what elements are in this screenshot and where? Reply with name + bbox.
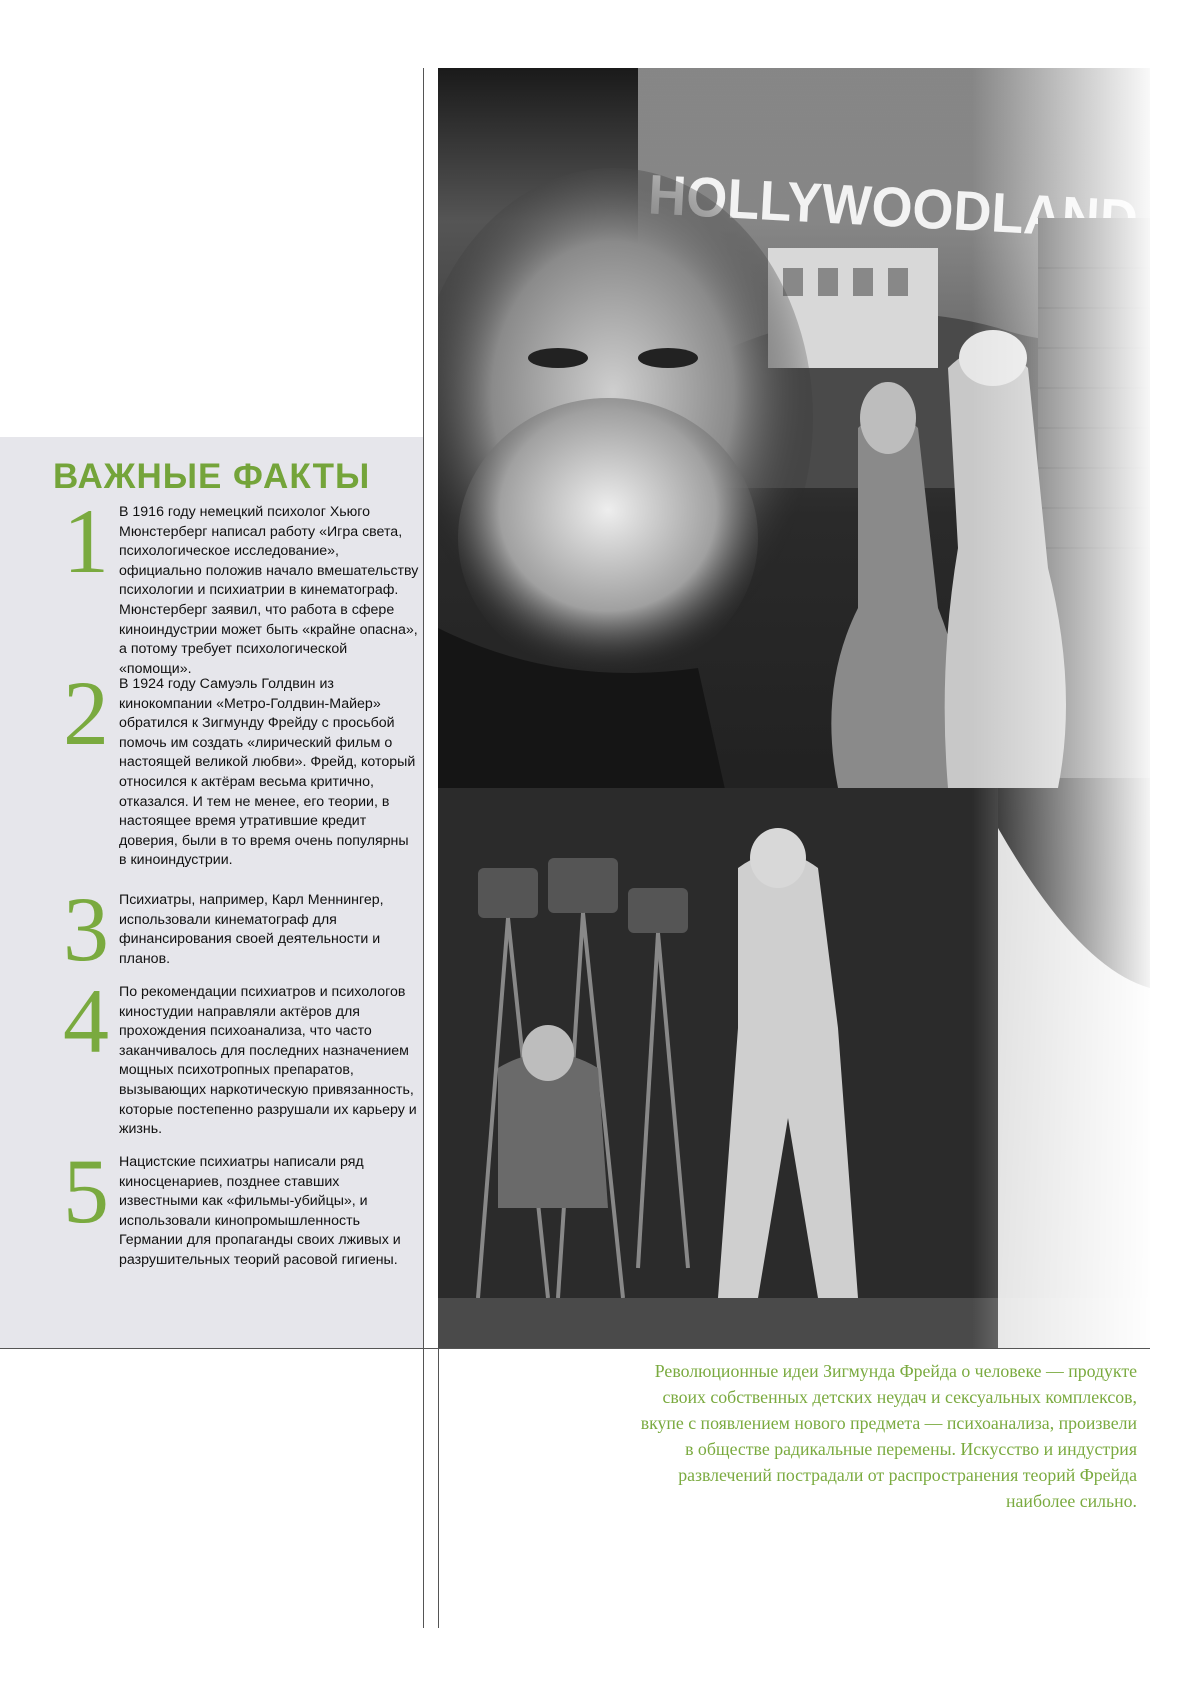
fact-number: 2: [56, 667, 116, 759]
vertical-rule-right: [438, 1348, 439, 1628]
fact-text: В 1924 году Самуэль Голдвин из кинокомпании «Метро-Голдвин-Майер» обратился к Зигмунду Фрейду с просьбой помочь им создать «лирический фильм о настоящей великой любви». Фрейд, который относился к актёрам весьма критично, отказался. И тем не менее, его теории, в настоящее время утратившие кредит доверия, были в то время очень популярны в киноиндустрии.: [119, 675, 419, 871]
photo-caption: Революционные идеи Зигмунда Фрейда о человеке — продукте своих собственных детских неудач и сексуальных комплексов, вкупе с появлением нового предмета — психоанализа, произвели в обществе радикальные перемены. Искусство и индустрия развлечений пострадали от распространения теорий Фрейда наиболее сильно.: [640, 1358, 1137, 1514]
fact-text: Нацистские психиатры написали ряд киносценариев, позднее ставших известными как «фильмы-убийцы», и использовали кинопромышленность Германии для пропаганды своих лживых и разрушительных теорий расовой гигиены.: [119, 1153, 419, 1271]
horizontal-rule: [0, 1348, 1150, 1349]
fact-number: 1: [56, 495, 116, 587]
fact-number: 3: [56, 883, 116, 975]
fact-number: 4: [56, 975, 116, 1067]
fact-text: По рекомендации психиатров и психологов киностудии направляли актёров для прохождения психоанализа, что часто заканчивалось для последних назначением мощных психотропных препаратов, вызывающих наркотическую привязанность, которые постепенно разрушали их карьеру и жизнь.: [119, 983, 419, 1140]
fact-text: В 1916 году немецкий психолог Хьюго Мюнстерберг написал работу «Игра света, психологическое исследование», официально положив начало вмешательству психологии и психиатрии в кинематограф. Мюнстерберг заявил, что работа в сфере киноиндустрии может быть «крайне опасна», а потому требует психологической «помощи».: [119, 503, 419, 679]
fact-text: Психиатры, например, Карл Меннингер, использовали кинематограф для финансирования своей деятельности и планов.: [119, 891, 419, 969]
collage-photo: [438, 68, 1150, 1348]
important-facts-sidebar: [0, 437, 423, 1348]
vertical-rule-left: [423, 68, 424, 1628]
fact-number: 5: [56, 1145, 116, 1237]
sidebar-title: ВАЖНЫЕ ФАКТЫ: [53, 457, 370, 497]
